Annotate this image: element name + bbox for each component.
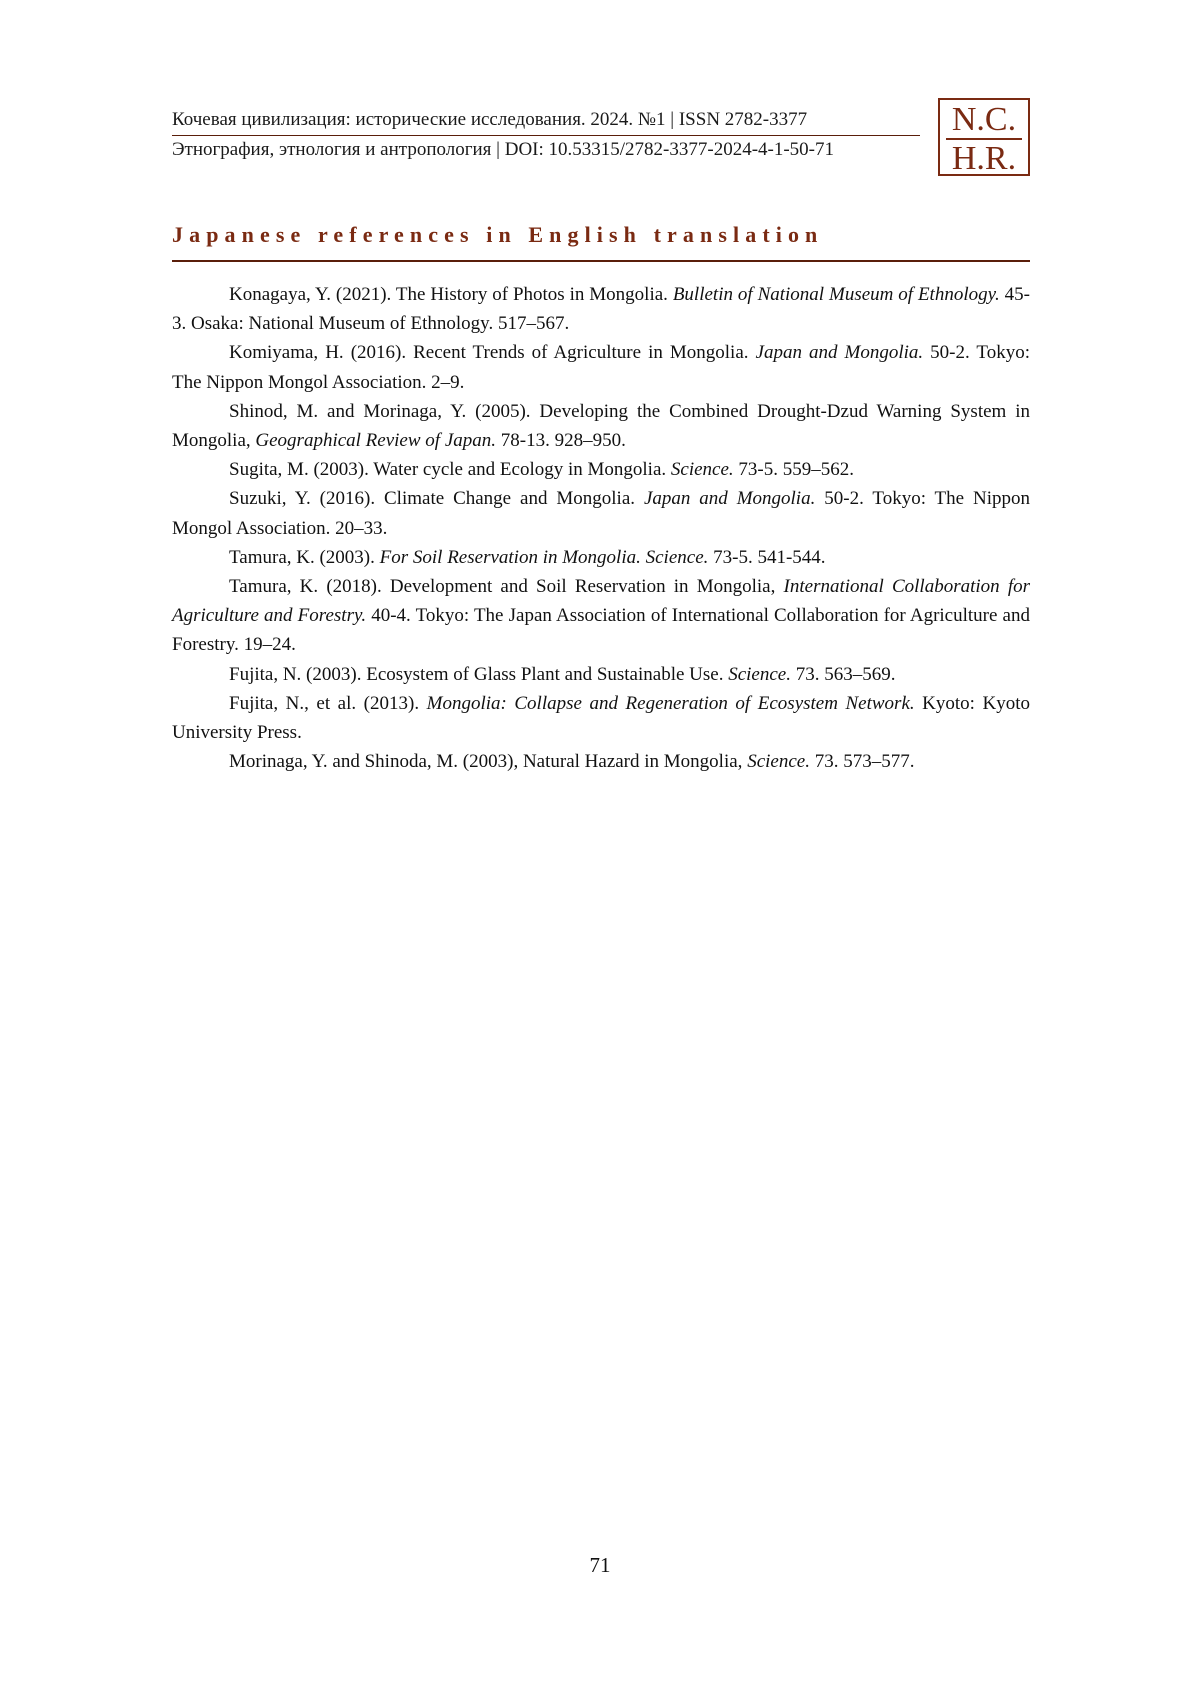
reference-text: Sugita, M. (2003). Water cycle and Ecology in Mongolia. (229, 459, 671, 481)
reference-item (172, 397, 1030, 455)
reference-item (172, 572, 1030, 660)
reference-details: 50-2. Tokyo: The Nippon Mongol Association. 2–9. (172, 342, 1030, 393)
journal-logo (938, 98, 1030, 176)
reference-details: 50-2. Tokyo: The Nippon Mongol Association. 20–33. (172, 488, 1030, 539)
logo-top-text: N.C. (951, 101, 1017, 138)
reference-text: Tamura, K. (2018). Development and Soil Reservation in Mongolia, (229, 576, 784, 598)
reference-text: Shinod, M. and Morinaga, Y. (2005). Developing the Combined Drought-Dzud Warning System in Mongolia, (172, 400, 1030, 452)
reference-item (172, 689, 1030, 747)
reference-details: 73-5. 541-544. (708, 546, 826, 568)
reference-list (172, 280, 1030, 776)
reference-source: Bulletin of National Museum of Ethnology. (672, 284, 1000, 305)
reference-item (172, 455, 1030, 484)
section-heading: Japanese references in English translation (172, 222, 824, 247)
logo-bottom-text: H.R. (951, 140, 1017, 177)
reference-item (172, 338, 1030, 396)
reference-item (172, 484, 1030, 542)
reference-source: Japan and Mongolia. (755, 342, 924, 364)
reference-text: Konagaya, Y. (2021). The History of Photos in Mongolia. (229, 284, 673, 305)
reference-text: Fujita, N. (2003). Ecosystem of Glass Plant and Sustainable Use. (229, 663, 729, 685)
reference-source: International Collaboration for Agriculture and Forestry. (172, 576, 1031, 627)
reference-source: Mongolia: Collapse and Regeneration of Ecosystem Network. (426, 692, 915, 714)
reference-item (172, 660, 1030, 689)
reference-details: 45-3. Osaka: National Museum of Ethnology. 517–567. (172, 284, 1030, 335)
reference-details: Kyoto: Kyoto University Press. (172, 692, 1031, 744)
page-number: 71 (589, 1553, 611, 1577)
reference-text: Suzuki, Y. (2016). Climate Change and Mongolia. (229, 488, 644, 510)
reference-details: 78-13. 928–950. (496, 430, 626, 452)
journal-title-line: Кочевая цивилизация: исторические исследования. 2024. №1 | ISSN 2782-3377 (172, 106, 920, 136)
reference-source: Science. (728, 663, 791, 685)
reference-item (172, 543, 1030, 572)
reference-text: Komiyama, H. (2016). Recent Trends of Agriculture in Mongolia. (229, 342, 756, 364)
running-header (172, 106, 920, 164)
reference-details: 73. 563–569. (790, 663, 896, 685)
reference-details: 73-5. 559–562. (733, 459, 854, 481)
section-doi-line: Этнография, этнология и антропология | DOI: 10.53315/2782-3377-2024-4-1-50-71 (172, 139, 835, 160)
reference-source: Science. (747, 751, 810, 773)
reference-source: Japan and Mongolia. (643, 488, 816, 510)
section-divider (172, 260, 1030, 262)
reference-item (172, 280, 1030, 338)
reference-source: Science. (670, 459, 734, 481)
reference-text: Fujita, N., et al. (2013). (229, 692, 427, 714)
reference-text: Tamura, K. (2003). (229, 546, 380, 568)
reference-source: Geographical Review of Japan. (255, 430, 496, 452)
reference-item (172, 747, 1030, 776)
reference-details: 40-4. Tokyo: The Japan Association of International Collaboration for Agriculture and Forestry. 19–24. (172, 605, 1030, 656)
reference-source: For Soil Reservation in Mongolia. Science. (379, 546, 709, 568)
reference-details: 73. 573–577. (809, 751, 915, 773)
reference-text: Morinaga, Y. and Shinoda, M. (2003), Natural Hazard in Mongolia, (229, 751, 748, 773)
